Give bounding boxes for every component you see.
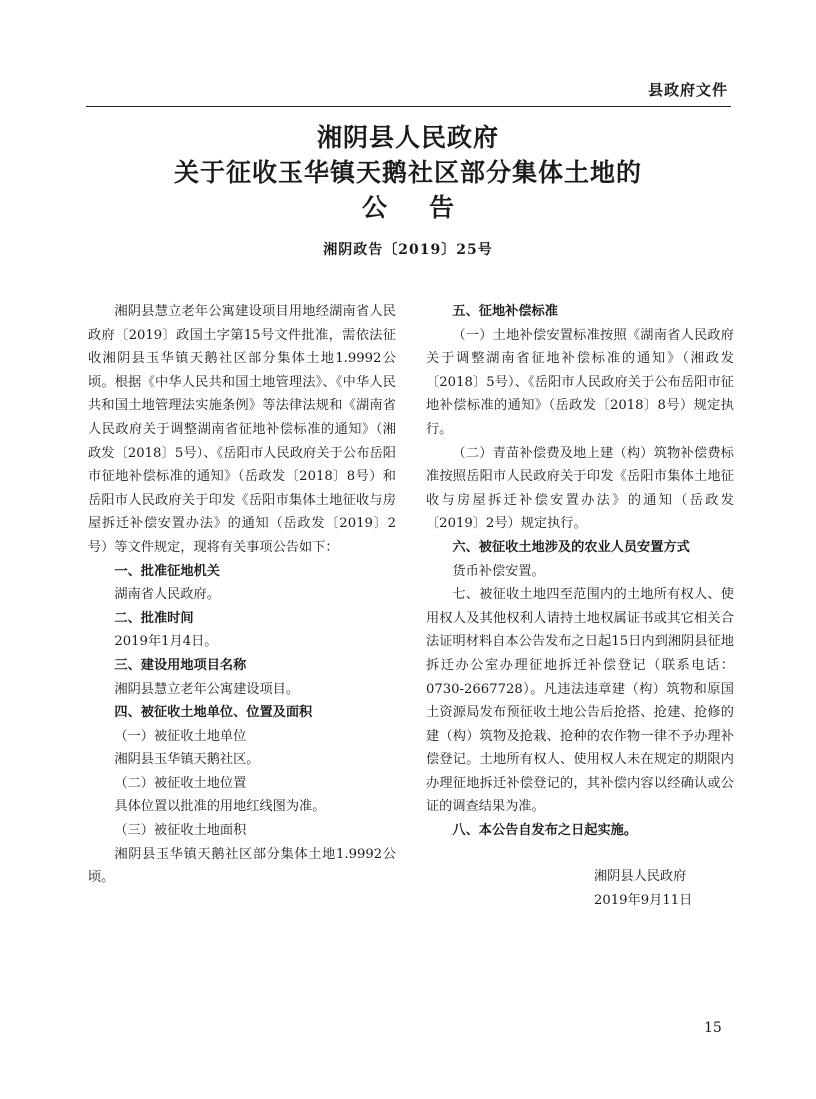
title-line-3-text: 公告 bbox=[361, 193, 496, 222]
signature-date: 2019年9月11日 bbox=[594, 893, 693, 908]
paragraph: （三）被征收土地面积 bbox=[114, 823, 247, 839]
paragraph: 2019年1月4日。 bbox=[114, 634, 218, 650]
paragraph: （二）被征收土地位置 bbox=[114, 775, 247, 791]
signature-org: 湘阴县人民政府 bbox=[594, 869, 687, 884]
section-heading-8: 八、本公告自发布之日起实施。 bbox=[452, 823, 638, 839]
left-column bbox=[88, 300, 396, 890]
paragraph: 七、被征收土地四至范围内的土地所有权人、使用权人及其他权利人请持土地权属证书或其它相关合法证明材料自本公告发布之日起15日内到湘阴县征地拆迁办公室办理征地拆迁补偿登记（联系电话：0730-2667728）。凡违法违章建（构）筑物和原国土资源局发布预征收土地公告后抢搭、抢建、抢修的建（构）筑物及抢栽、抢种的农作物一律不予办理补偿登记。土地所有权人、使用权人未在规定的期限内办理征地拆迁补偿登记的，其补偿内容以经确认或公证的调查结果为准。 bbox=[426, 587, 734, 815]
right-column bbox=[426, 300, 734, 843]
paragraph: 货币补偿安置。 bbox=[452, 563, 545, 579]
title-line-2: 关于征收玉华镇天鹅社区部分集体土地的 bbox=[173, 158, 642, 187]
paragraph: （一）被征收土地单位 bbox=[114, 728, 247, 744]
section-heading-5: 五、征地补偿标准 bbox=[452, 304, 558, 319]
header-divider bbox=[86, 106, 731, 107]
section-heading-3: 三、建设用地项目名称 bbox=[114, 657, 247, 673]
section-heading-1: 一、批准征地机关 bbox=[114, 563, 220, 579]
section-heading-2: 二、批准时间 bbox=[114, 610, 194, 626]
title-line-3 bbox=[0, 190, 816, 225]
intro-paragraph: 湘阴县慧立老年公寓建设项目用地经湖南省人民政府〔2019〕政国土字第15号文件批准，需依法征收湘阴县玉华镇天鹅社区部分集体土地1.9992公顷。根据《中华人民共和国土地管理法》、《中华人民共和国土地管理法实施条例》等法律法规和《湖南省人民政府关于调整湖南省征地补偿标准的通知》（湘政发〔2018〕5号）、《岳阳市人民政府关于公布岳阳市征地补偿标准的通知》（岳政发〔2018〕8号）和岳阳市人民政府关于印发《岳阳市集体土地征收与房屋拆迁补偿安置办法》的通知（岳政发〔2019〕2号）等文件规定，现将有关事项公告如下： bbox=[88, 304, 396, 555]
paragraph: 湘阴县慧立老年公寓建设项目。 bbox=[114, 681, 300, 697]
paragraph: 具体位置以批准的用地红线图为准。 bbox=[114, 799, 326, 815]
paragraph: 湘阴县玉华镇天鹅社区。 bbox=[114, 752, 260, 768]
paragraph: （一）土地补偿安置标准按照《湖南省人民政府关于调整湖南省征地补偿标准的通知》（湘政发〔2018〕5号）、《岳阳市人民政府关于公布岳阳市征地补偿标准的通知》（岳政发〔2018〕8号）规定执行。 bbox=[426, 327, 734, 437]
paragraph: 湖南省人民政府。 bbox=[114, 587, 220, 603]
section-label: 县政府文件 bbox=[647, 81, 728, 99]
document-title bbox=[0, 120, 816, 225]
page-number: 15 bbox=[704, 1020, 722, 1036]
section-heading-6: 六、被征收土地涉及的农业人员安置方式 bbox=[452, 539, 690, 555]
paragraph: （二）青苗补偿费及地上建（构）筑物补偿费标准按照岳阳市人民政府关于印发《岳阳市集体土地征收与房屋拆迁补偿安置办法》的通知（岳政发〔2019〕2号）规定执行。 bbox=[426, 445, 734, 532]
document-number: 湘阴政告〔2019〕25号 bbox=[323, 242, 493, 258]
title-line-1: 湘阴县人民政府 bbox=[316, 123, 499, 152]
section-heading-4: 四、被征收土地单位、位置及面积 bbox=[114, 705, 313, 721]
paragraph: 湘阴县玉华镇天鹅社区部分集体土地1.9992公顷。 bbox=[88, 846, 396, 886]
